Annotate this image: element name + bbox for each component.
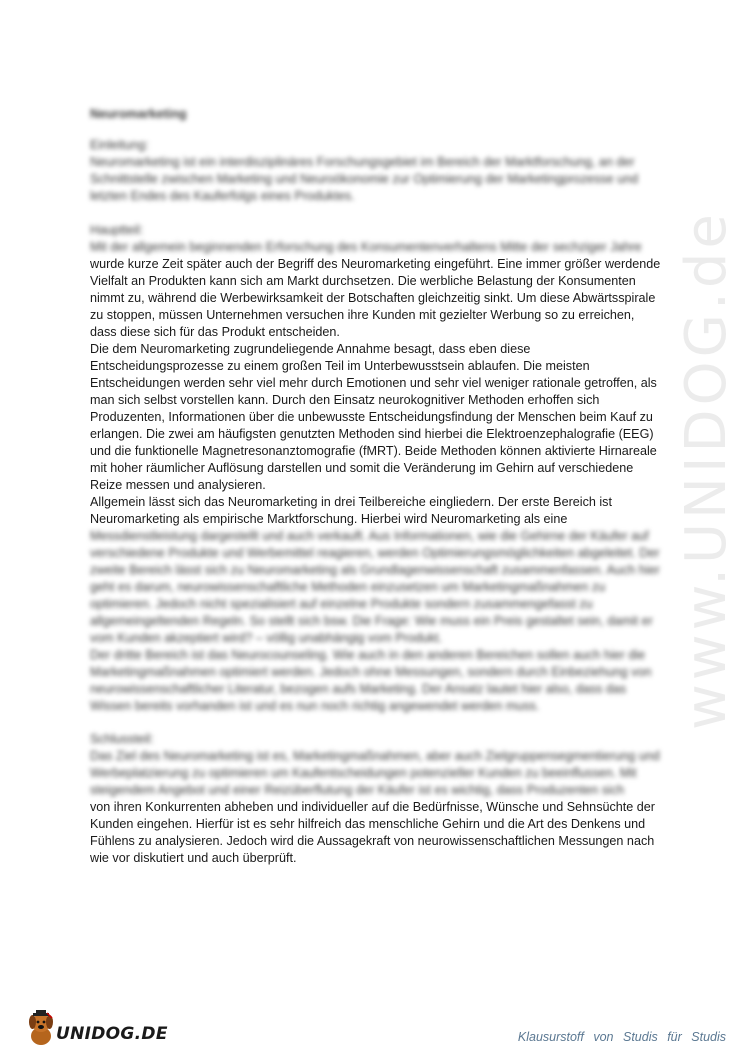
conclusion-heading: Schlussteil:: [90, 732, 154, 746]
logo-text: UNIDOG.DE: [56, 1024, 168, 1044]
main-blurred-paragraph-4: Der dritte Bereich ist das Neurocounseling. Wie auch in den anderen Bereichen sollen auch hier die Marketingmaßnahmen optimiert werden. Jedoch ohne Messungen, sondern durch Einbeziehung von neurowissenschaftlicher Literatur, bezogen aufs Marketing. Der Ansatz lautet hier also, dass das Wissen bereits vorhanden ist und es nun noch richtig angewendet werden muss.: [90, 648, 652, 713]
main-paragraph-3: Allgemein lässt sich das Neuromarketing in drei Teilbereiche eingliedern. Der erste Bereich ist Neuromarketing als empirische Marktforschung. Hierbei wird Neuromarketing als eine: [90, 495, 612, 526]
conclusion-text: von ihren Konkurrenten abheben und individueller auf die Bedürfnisse, Wünsche und Sehnsüchte der Kunden eingehen. Hierfür ist es sehr hilfreich das menschliche Gehirn und die Art des Denkens und Fühlens zu analysieren. Jedoch wird die Aussagekraft von neurowissenschaftlichen Messungen nach wie vor diskutiert und auch überprüft.: [90, 800, 655, 865]
footer-slogan: Klausurstoff von Studis für Studis: [517, 1030, 726, 1044]
main-blurred-line: Mit der allgemein beginnenden Erforschung des Konsumentenverhaltens Mitte der sechziger Jahre: [90, 240, 642, 254]
main-paragraph-2: Die dem Neuromarketing zugrundeliegende Annahme besagt, dass eben diese Entscheidungsprozesse zu einem großen Teil im Unterbewusstsein ablaufen. Die meisten Entscheidungen werden sehr viel mehr durch Emotionen und sehr viel weniger rationale getroffen, als man sich selbst vorstellen kann. Durch den Einsatz neurokognitiver Methoden erhoffen sich Produzenten, Informationen über die unbewusste Entscheidungsfindung der Menschen beim Kauf zu erlangen. Die zwei am häufigsten genutzten Methoden sind hierbei die Elektroenzephalografie (EEG) und die funktionelle Magnetresonanztomografie (fMRT). Beide Methoden können aktivierte Hirnareale mit hoher räumlicher Auflösung darstellen und somit die Veränderung im Gehirn auf verschiedene Reize messen und analysieren.: [90, 342, 657, 492]
unidog-logo[interactable]: [24, 1010, 168, 1050]
main-heading: Hauptteil:: [90, 223, 144, 237]
intro-text: Neuromarketing ist ein interdisziplinäres Forschungsgebiet im Bereich der Marktforschung, an der Schnittstelle zwischen Marketing und Neuroökonomie zur Optimierung der Marketingprozesse und letzten Endes des Kauferfolgs eines Produktes.: [90, 155, 639, 203]
watermark-text: www.UNIDOG.de: [674, 210, 739, 730]
document-title: Neuromarketing: [90, 107, 187, 121]
dog-icon: [24, 1010, 58, 1048]
main-blurred-paragraph-3: Messdienstleistung dargestellt und auch verkauft. Aus Informationen, wie die Gehirne der Käufer auf verschiedene Produkte und Werbemittel reagieren, werden Optimierungsmöglichkeiten abgeleitet. Der zweite Bereich lässt sich zu Neuromarketing als Grundlagenwissenschaft zusammenfassen. Auch hier geht es darum, neurowissenschaftliche Methoden einzusetzen um Marketingmaßnahmen zu optimieren. Jedoch nicht spezialisiert auf einzelne Produkte sondern zusammengefasst zu allgemeingeltenden Regeln. So stellt sich bsw. Die Frage: Wie muss ein Preis gestaltet sein, damit er vom Kunden akzeptiert wird? – völlig unabhängig vom Produkt.: [90, 529, 660, 645]
main-paragraph-1: wurde kurze Zeit später auch der Begriff des Neuromarketing eingeführt. Eine immer größer werdende Vielfalt an Produkten kann sich am Markt durchsetzen. Die werbliche Belastung der Konsumenten nimmt zu, während die Werbewirksamkeit der Botschaften gleichzeitig sinkt. Um diese Abwärtsspirale zu stoppen, müssen Unternehmen versuchen ihre Kunden mit gezielter Werbung so zu erreichen, dass diese sich für das Produkt entscheiden.: [90, 257, 661, 339]
conclusion-blurred: Das Ziel des Neuromarketing ist es, Marketingmaßnahmen, aber auch Zielgruppensegmentierung und Werbeplatzierung zu optimieren um Kaufentscheidungen potenzieller Kunden zu beeinflussen. Mit steigendem Angebot und einer Reizüberflutung der Käufer ist es wichtig, dass Produzenten sich: [90, 749, 660, 797]
intro-heading: Einleitung:: [90, 138, 149, 152]
document-body: [90, 106, 662, 867]
